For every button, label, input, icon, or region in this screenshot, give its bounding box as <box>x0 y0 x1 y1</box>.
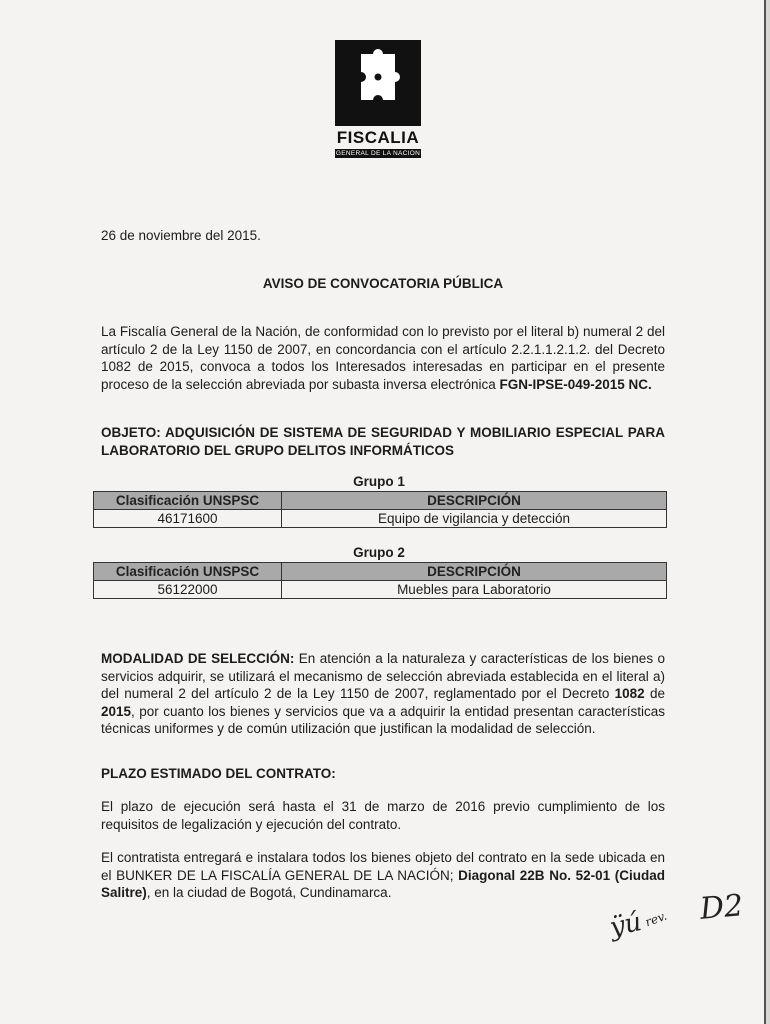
document-title: AVISO DE CONVOCATORIA PÚBLICA <box>262 276 504 291</box>
group-1-table <box>93 491 667 528</box>
document-date: 26 de noviembre del 2015. <box>101 228 261 243</box>
logo-subtitle: GENERAL DE LA NACION <box>335 150 421 157</box>
unspsc-code: 46171600 <box>94 510 282 528</box>
entrega-text: El contratista entregará e instalara todos los bienes objeto del contrato en la sede ubicada en el BUNKER DE LA FISCALÍA GENERAL DE LA NACIÓN; <box>101 850 665 883</box>
modalidad-text-connector: de <box>644 686 665 701</box>
page-edge-line <box>764 0 766 1024</box>
modalidad-text: En atención a la naturaleza y características de los bienes o servicios adquirir, se utilizará el mecanismo de selección abreviada establecida en el literal a) del numeral 2 del artículo 2 de la Ley 1150 de 2007, reglamentado por el Decreto <box>101 651 665 701</box>
page-edge-shadow <box>766 0 770 1024</box>
delivery-address: Diagonal 22B No. 52-01 (Ciudad Salitre) <box>101 867 665 900</box>
header-description: DESCRIPCIÓN <box>282 563 667 581</box>
header-unspsc: Clasificación UNSPSC <box>94 563 282 581</box>
modalidad-text-end: , por cuanto los bienes y servicios que va a adquirir la entidad presentan características técnicas uniformes y de común utilización que justifican la modalidad de selección. <box>101 703 665 736</box>
group-2-table <box>93 562 667 599</box>
item-description: Equipo de vigilancia y detección <box>282 510 667 528</box>
modalidad-label: MODALIDAD DE SELECCIÓN: <box>101 651 295 666</box>
fiscalia-logo <box>335 40 421 158</box>
plazo-paragraph: El plazo de ejecución será hasta el 31 de marzo de 2016 previo cumplimiento de los requisitos de legalización y ejecución del contrato. <box>101 799 665 832</box>
objeto-heading: OBJETO: ADQUISICIÓN DE SISTEMA DE SEGURIDAD Y MOBILIARIO ESPECIAL PARA LABORATORIO DEL GRUPO DELITOS INFORMÁTICOS <box>101 425 665 458</box>
header-unspsc: Clasificación UNSPSC <box>94 492 282 510</box>
table-row <box>94 581 667 599</box>
process-id: FGN-IPSE-049-2015 NC. <box>499 376 652 392</box>
handwritten-initials-1: ÿú <box>607 907 645 943</box>
group-2-label: Grupo 2 <box>353 545 405 560</box>
handwritten-initials-3: D2 <box>698 888 745 927</box>
decree-year: 2015 <box>101 703 132 719</box>
item-description: Muebles para Laboratorio <box>282 581 667 599</box>
puzzle-logo-icon <box>335 40 421 126</box>
table-header-row <box>94 563 667 581</box>
intro-paragraph <box>101 323 665 393</box>
table-row <box>94 510 667 528</box>
entrega-text-end: , en la ciudad de Bogotá, Cundinamarca. <box>146 885 392 900</box>
table-header-row <box>94 492 667 510</box>
decree-number: 1082 <box>614 686 645 701</box>
intro-text: La Fiscalía General de la Nación, de conformidad con lo previsto por el literal b) numeral 2 del artículo 2 de la Ley 1150 de 2007, en concordancia con el artículo 2.2.1.1.2.1.2. del Decreto 1082 de 2015, convoca a todos los Interesados interesadas en participar en el presente proceso de la selección abreviada por subasta inversa electrónica <box>101 324 665 392</box>
header-description: DESCRIPCIÓN <box>282 492 667 510</box>
unspsc-code: 56122000 <box>94 581 282 599</box>
handwritten-initials-2: rev. <box>643 908 669 930</box>
group-1-label: Grupo 1 <box>353 474 405 489</box>
plazo-heading: PLAZO ESTIMADO DEL CONTRATO: <box>101 766 336 781</box>
modalidad-paragraph <box>101 650 665 738</box>
entrega-paragraph <box>101 849 665 902</box>
logo-name: FISCALIA <box>336 128 420 147</box>
